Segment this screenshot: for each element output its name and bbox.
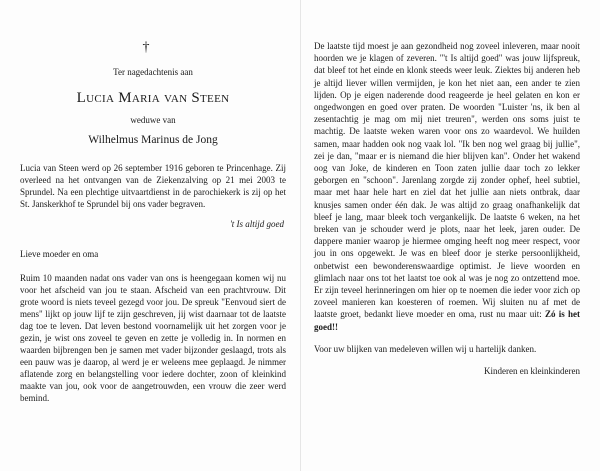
greeting: Lieve moeder en oma	[20, 249, 99, 259]
thanks-line: Voor uw blijken van medeleven willen wij u hartelijk danken.	[314, 343, 537, 354]
deceased-name: Lucia Maria van Steen	[76, 90, 230, 106]
left-page	[20, 10, 286, 404]
cross-icon: †	[142, 40, 150, 55]
memorial-heading: Ter nagedachtenis aan	[113, 67, 193, 77]
biography-paragraph: Lucia van Steen werd op 26 september 1916 geboren te Princenhage. Zij overleed na het ontvangen van de Ziekenzalving op 21 mei 2003 te Sprundel. Na een plechtige uitvaartdienst in de parochiekerk is zij op het St. Janskerkhof te Sprundel bij ons vader begraven.	[20, 163, 286, 209]
signoff: Kinderen en kleinkinderen	[484, 366, 580, 377]
husband-name: Wilhelmus Marinus de Jong	[88, 134, 218, 146]
tribute-paragraph: Ruim 10 maanden nadat ons vader van ons is heengegaan komen wij nu voor het afscheid van jou te staan. Afscheid van een prachtvrouw. Dit grote woord is niets teveel gezegd voor jou. De spreuk "Eenvoud siert de mens" lijkt op jouw lijf te zijn geschreven, jij wist daarnaar tot de laatste dag toe te leven. Dat leven bestond voornamelijk uit het zorgen voor je gezin, je wist ons zoveel te geven en zette je volledig in. In normen en waarden bijbrengen ben je samen met vader bijzonder geslaagd, trots als een pauw was je daarop, al werd je er weleens mee geplaagd. Je nimmer aflatende zorg en belangstelling voor iedere dochter, zoon of kleinkind maakte van jou, ook voor de aangetrouwden, een vrouw die zeer werd bemind.	[20, 273, 286, 403]
motto: 't Is altijd goed	[229, 219, 284, 229]
widow-of-label: weduwe van	[130, 115, 176, 125]
tribute-continued-text: De laatste tijd moest je aan gezondheid nog zoveel inleveren, maar nooit hoorden we je klagen of zeveren. "'t Is altijd goed" was jouw lijfspreuk, dat bleef tot het einde en klonk steeds weer leuk. Ziektes bij anderen heb je altijd liever willen vermijden, je kon het niet aan, een ander te zien lijden. Op je eigen naderende dood reageerde je heel gelaten en kon er ongedwongen en goed over praten. De woorden "Luister 'ns, ik ben al zesentachtig je mag om mij niet treuren", werden ons soms juist te machtig. De laatste weken waren voor ons zo waardevol. We huilden samen, maar hadden ook nog vaak lol. "Ik ben nog wel graag bij jullie", zei je dan, "maar er is niemand die hier blijven kan". Onder het wakend oog van Joke, de kinderen en Toon zaten jullie daar toch zo lekker geborgen en "schoon". Jarenlang zorgde zij zonder ophef, heel subtiel, maar met haar hele hart en ziel dat het jullie aan niets ontbrak, daar knusjes samen onder één dak. Je was altijd zo graag onafhankelijk dat bleef je lang, maar bleek toch vergankelijk. De laatste 6 weken, na het breken van je schouder werd je plots, naar het leek, jaren ouder. De dappere manier waarop je hiermee omging heeft nog meer respect, voor jou in ons opgewekt. Je was en bleef door je sterke persoonlijkheid, onbetwist een bewonderenswaardige optimist. Je lieve woorden en glimlach naar ons tot het laatst toe ook al was je nog zo ontzettend moe. Er zijn teveel herinneringen om hier op te noemen die ieder voor zich op zoveel manieren kan koesteren of roemen. Wij sluiten nu af met de laatste groet, bedankt lieve moeder en oma, rust nu maar uit:	[314, 41, 580, 320]
closing-motto: Zó is het goed!!	[314, 309, 580, 332]
card-fold-line	[300, 0, 301, 471]
tribute-continued	[314, 40, 580, 333]
right-page	[314, 40, 580, 377]
